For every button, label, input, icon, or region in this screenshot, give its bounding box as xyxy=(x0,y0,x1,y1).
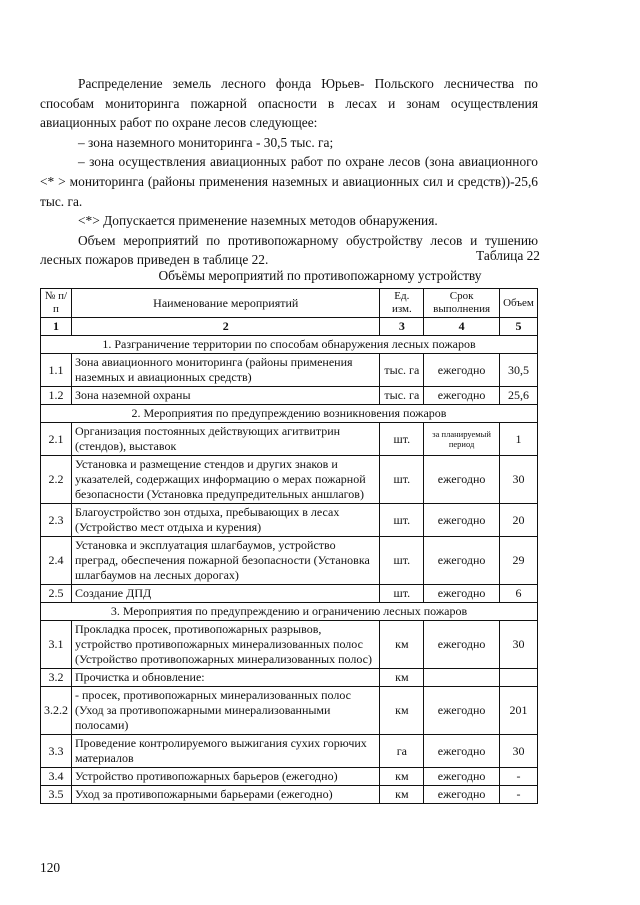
row-name: Прочистка и обновление: xyxy=(72,669,380,687)
table-row xyxy=(41,669,538,687)
row-term: ежегодно xyxy=(424,768,500,786)
intro-paragraph-4: <*> Допускается применение наземных методов обнаружения. xyxy=(78,213,438,229)
row-unit: км xyxy=(380,621,424,669)
section-row xyxy=(41,336,538,354)
table-row xyxy=(41,423,538,456)
row-num: 2.2 xyxy=(41,456,72,504)
table-header-row xyxy=(41,289,538,318)
row-term: ежегодно xyxy=(424,585,500,603)
table-row xyxy=(41,621,538,669)
table-row xyxy=(41,354,538,387)
row-volume: 201 xyxy=(499,687,537,735)
table-label: Таблица 22 xyxy=(476,248,540,263)
row-name: Установка и размещение стендов и других знаков и указателей, содержащих информацию о мерах пожарной безопасности (Установка предупредительных аншлагов) xyxy=(72,456,380,504)
row-num: 3.4 xyxy=(41,768,72,786)
row-unit: шт. xyxy=(380,423,424,456)
row-name: Уход за противопожарными барьерами (ежегодно) xyxy=(72,786,380,804)
row-unit: шт. xyxy=(380,537,424,585)
row-volume: - xyxy=(499,768,537,786)
row-term: ежегодно xyxy=(424,537,500,585)
row-volume: 1 xyxy=(499,423,537,456)
header-unit: Ед. изм. xyxy=(380,289,424,318)
table-row xyxy=(41,456,538,504)
row-num: 2.5 xyxy=(41,585,72,603)
row-unit: км xyxy=(380,687,424,735)
row-term: ежегодно xyxy=(424,387,500,405)
row-unit: шт. xyxy=(380,456,424,504)
column-numbers-row xyxy=(41,318,538,336)
header-num: № п/п xyxy=(41,289,72,318)
row-term xyxy=(424,669,500,687)
row-term: ежегодно xyxy=(424,621,500,669)
row-unit: км xyxy=(380,669,424,687)
row-num: 3.3 xyxy=(41,735,72,768)
col-number: 4 xyxy=(424,318,500,336)
row-num: 3.2 xyxy=(41,669,72,687)
row-volume: 30 xyxy=(499,456,537,504)
row-num: 3.2.2 xyxy=(41,687,72,735)
row-num: 2.1 xyxy=(41,423,72,456)
table-row xyxy=(41,735,538,768)
row-name: Благоустройство зон отдыха, пребывающих в лесах (Устройство мест отдыха и курения) xyxy=(72,504,380,537)
table-row xyxy=(41,387,538,405)
row-name: Прокладка просек, противопожарных разрывов, устройство противопожарных минерализованных полос (Устройство противопожарных минерализованных полос) xyxy=(72,621,380,669)
row-term: ежегодно xyxy=(424,735,500,768)
row-name: Организация постоянных действующих агитвитрин (стендов), выставок xyxy=(72,423,380,456)
intro-paragraph-5: Объем мероприятий по противопожарному обустройству лесов и тушению лесных пожаров приведен в таблице 22. xyxy=(40,232,538,268)
intro-paragraph-3: – зона осуществления авиационных работ по охране лесов (зона авиационного <* > мониторинга (районы применения наземных и авиационных сил и средств))-25,6 тыс. га. xyxy=(40,154,538,209)
intro-paragraph-2: – зона наземного мониторинга - 30,5 тыс. га; xyxy=(78,134,334,150)
row-name: - просек, противопожарных минерализованных полос (Уход за противопожарными минерализованными полосами) xyxy=(72,687,380,735)
table-row xyxy=(41,537,538,585)
row-volume: 29 xyxy=(499,537,537,585)
row-name: Создание ДПД xyxy=(72,585,380,603)
table-row xyxy=(41,786,538,804)
section-row xyxy=(41,603,538,621)
row-volume: 30 xyxy=(499,621,537,669)
row-volume: 30,5 xyxy=(499,354,537,387)
row-term: ежегодно xyxy=(424,354,500,387)
col-number: 5 xyxy=(499,318,537,336)
col-number: 3 xyxy=(380,318,424,336)
row-name: Зона авиационного мониторинга (районы применения наземных и авиационных средств) xyxy=(72,354,380,387)
section-title: 3. Мероприятия по предупреждению и ограничению лесных пожаров xyxy=(41,603,538,621)
row-term: за планируемый период xyxy=(424,423,500,456)
table-row xyxy=(41,768,538,786)
section-row xyxy=(41,405,538,423)
table-row xyxy=(41,585,538,603)
row-num: 1.2 xyxy=(41,387,72,405)
row-term: ежегодно xyxy=(424,504,500,537)
row-unit: га xyxy=(380,735,424,768)
page-number: 120 xyxy=(40,860,61,875)
section-title: 2. Мероприятия по предупреждению возникновения пожаров xyxy=(41,405,538,423)
intro-paragraph-1: Распределение земель лесного фонда Юрьев- Польского лесничества по способам мониторинга пожарной опасности в лесах и зонам осуществления авиационных работ по охране лесов следующее: xyxy=(40,76,538,131)
header-name: Наименование мероприятий xyxy=(72,289,380,318)
row-unit: тыс. га xyxy=(380,354,424,387)
row-volume: 6 xyxy=(499,585,537,603)
row-name: Устройство противопожарных барьеров (ежегодно) xyxy=(72,768,380,786)
row-unit: тыс. га xyxy=(380,387,424,405)
row-name: Установка и эксплуатация шлагбаумов, устройство преград, обеспечения пожарной безопасности (Установка шлагбаумов на лесных дорогах) xyxy=(72,537,380,585)
row-unit: км xyxy=(380,768,424,786)
row-num: 2.3 xyxy=(41,504,72,537)
col-number: 2 xyxy=(72,318,380,336)
row-name: Проведение контролируемого выжигания сухих горючих материалов xyxy=(72,735,380,768)
row-unit: шт. xyxy=(380,585,424,603)
table-row xyxy=(41,687,538,735)
measures-table xyxy=(40,288,538,804)
row-volume: - xyxy=(499,786,537,804)
row-unit: шт. xyxy=(380,504,424,537)
table-title: Объёмы мероприятий по противопожарному устройству xyxy=(158,268,482,283)
col-number: 1 xyxy=(41,318,72,336)
row-volume: 25,6 xyxy=(499,387,537,405)
row-name: Зона наземной охраны xyxy=(72,387,380,405)
row-term: ежегодно xyxy=(424,786,500,804)
header-volume: Объем xyxy=(499,289,537,318)
header-term: Срок выполнения xyxy=(424,289,500,318)
row-volume xyxy=(499,669,537,687)
row-num: 2.4 xyxy=(41,537,72,585)
row-num: 1.1 xyxy=(41,354,72,387)
row-term: ежегодно xyxy=(424,687,500,735)
intro-text xyxy=(40,74,538,270)
row-volume: 30 xyxy=(499,735,537,768)
row-term: ежегодно xyxy=(424,456,500,504)
row-volume: 20 xyxy=(499,504,537,537)
row-num: 3.1 xyxy=(41,621,72,669)
table-row xyxy=(41,504,538,537)
row-num: 3.5 xyxy=(41,786,72,804)
row-unit: км xyxy=(380,786,424,804)
section-title: 1. Разграничение территории по способам обнаружения лесных пожаров xyxy=(41,336,538,354)
